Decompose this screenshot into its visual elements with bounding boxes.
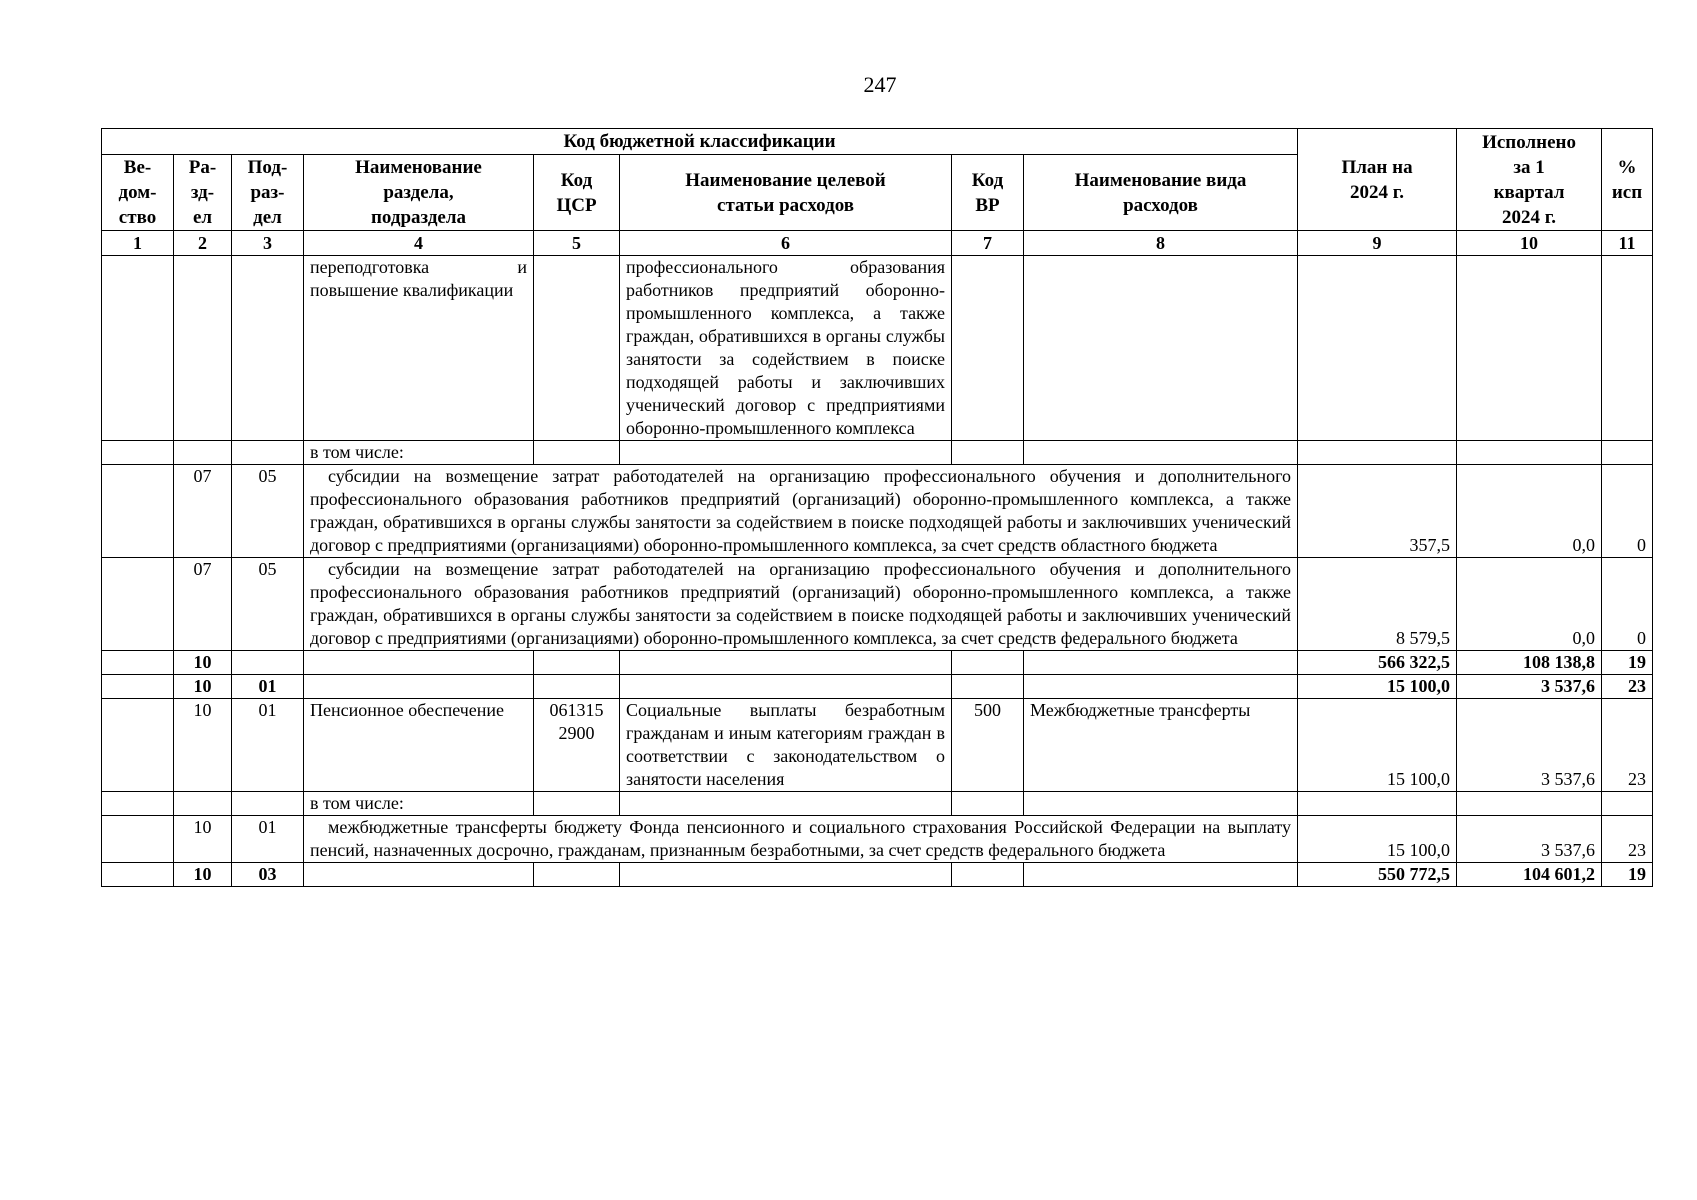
subsidy-text-cell: субсидии на возмещение затрат работодателей на организацию профессионального обучения и дополнительного профессионального образования работников предприятий (организаций) оборонно-промышленного комплекса, а также граждан, обратившихся в органы службы занятости за содействием в поиске подходящей работы и заключивших ученический договор с предприятиями (организациями) оборонно-промышленного комплекса, за счет средств областного бюджета [304, 465, 1298, 558]
section-name-cell: в том числе: [304, 792, 534, 816]
plan-cell: 15 100,0 [1298, 816, 1457, 863]
column-number: 7 [952, 231, 1024, 256]
header-target-name: Наименование целевой статьи расходов [620, 155, 952, 231]
column-number: 8 [1024, 231, 1298, 256]
podrazdel-cell: 05 [232, 465, 304, 558]
pct-cell: 0 [1602, 558, 1653, 651]
pct-cell: 19 [1602, 863, 1653, 887]
section-name-cell: переподготовка и повышение квалификации [304, 256, 534, 441]
podrazdel-cell: 01 [232, 816, 304, 863]
razdel-cell: 10 [174, 651, 232, 675]
vr-name-cell: Межбюджетные трансферты [1024, 699, 1298, 792]
column-number: 4 [304, 231, 534, 256]
header-plan: План на 2024 г. [1298, 129, 1457, 231]
target-name-cell: профессионального образования работников предприятий оборонно-промышленного комплекса, а также граждан, обратившихся в органы службы занятости за содействием в поиске подходящей работы и заключивших ученический договор с предприятиями оборонно-промышленного комплекса [620, 256, 952, 441]
podrazdel-cell: 01 [232, 675, 304, 699]
razdel-cell: 10 [174, 816, 232, 863]
column-number: 11 [1602, 231, 1653, 256]
header-vedomstvo: Ве- дом- ство [102, 155, 174, 231]
subsidy-text-cell: субсидии на возмещение затрат работодателей на организацию профессионального обучения и дополнительного профессионального образования работников предприятий (организаций) оборонно-промышленного комплекса, а также граждан, обратившихся в органы службы занятости за содействием в поиске подходящей работы и заключивших ученический договор с предприятиями (организациями) оборонно-промышленного комплекса, за счет средств федерального бюджета [304, 558, 1298, 651]
table-row [102, 699, 1653, 792]
column-number: 3 [232, 231, 304, 256]
header-podrazdel: Под- раз- дел [232, 155, 304, 231]
plan-cell: 15 100,0 [1298, 699, 1457, 792]
section-name-cell: Пенсионное обеспечение [304, 699, 534, 792]
razdel-cell: 07 [174, 465, 232, 558]
header-pct: % исп [1602, 129, 1653, 231]
column-number: 2 [174, 231, 232, 256]
pct-cell: 23 [1602, 699, 1653, 792]
done-cell: 104 601,2 [1457, 863, 1602, 887]
target-name-cell: Социальные выплаты безработным гражданам и иным категориям граждан в соответствии с законодательством о занятости населения [620, 699, 952, 792]
header-vr-name: Наименование вида расходов [1024, 155, 1298, 231]
pct-cell: 23 [1602, 816, 1653, 863]
column-number: 1 [102, 231, 174, 256]
section-name-cell: в том числе: [304, 441, 534, 465]
header-group-title: Код бюджетной классификации [102, 129, 1298, 155]
table-row [102, 792, 1653, 816]
header-section-name: Наименование раздела, подраздела [304, 155, 534, 231]
razdel-cell: 10 [174, 863, 232, 887]
done-cell: 0,0 [1457, 465, 1602, 558]
podrazdel-cell: 03 [232, 863, 304, 887]
podrazdel-cell: 05 [232, 558, 304, 651]
done-cell: 0,0 [1457, 558, 1602, 651]
done-cell: 3 537,6 [1457, 816, 1602, 863]
header-csr: Код ЦСР [534, 155, 620, 231]
table-row [102, 256, 1653, 441]
done-cell: 108 138,8 [1457, 651, 1602, 675]
table-row [102, 441, 1653, 465]
plan-cell: 15 100,0 [1298, 675, 1457, 699]
plan-cell: 8 579,5 [1298, 558, 1457, 651]
header-row-numbers [102, 231, 1653, 256]
pct-cell: 0 [1602, 465, 1653, 558]
done-cell: 3 537,6 [1457, 675, 1602, 699]
column-number: 9 [1298, 231, 1457, 256]
plan-cell: 566 322,5 [1298, 651, 1457, 675]
table-row-total [102, 863, 1653, 887]
pct-cell: 23 [1602, 675, 1653, 699]
table-row [102, 816, 1653, 863]
table-row [102, 558, 1653, 651]
csr-cell: 061315 2900 [534, 699, 620, 792]
transfer-text-cell: межбюджетные трансферты бюджету Фонда пенсионного и социального страхования Российской Федерации на выплату пенсий, назначенных досрочно, гражданам, признанным безработными, за счет средств федерального бюджета [304, 816, 1298, 863]
header-razdel: Ра- зд- ел [174, 155, 232, 231]
page-number: 247 [863, 72, 897, 97]
razdel-cell: 10 [174, 699, 232, 792]
header-vr: Код ВР [952, 155, 1024, 231]
plan-cell: 357,5 [1298, 465, 1457, 558]
done-cell: 3 537,6 [1457, 699, 1602, 792]
table-row-total [102, 675, 1653, 699]
table-row-total [102, 651, 1653, 675]
podrazdel-cell: 01 [232, 699, 304, 792]
column-number: 10 [1457, 231, 1602, 256]
header-row-group [102, 129, 1653, 155]
vr-cell: 500 [952, 699, 1024, 792]
razdel-cell: 07 [174, 558, 232, 651]
column-number: 6 [620, 231, 952, 256]
razdel-cell: 10 [174, 675, 232, 699]
column-number: 5 [534, 231, 620, 256]
budget-table [101, 128, 1653, 887]
header-done: Исполнено за 1 квартал 2024 г. [1457, 129, 1602, 231]
plan-cell: 550 772,5 [1298, 863, 1457, 887]
pct-cell: 19 [1602, 651, 1653, 675]
table-row [102, 465, 1653, 558]
